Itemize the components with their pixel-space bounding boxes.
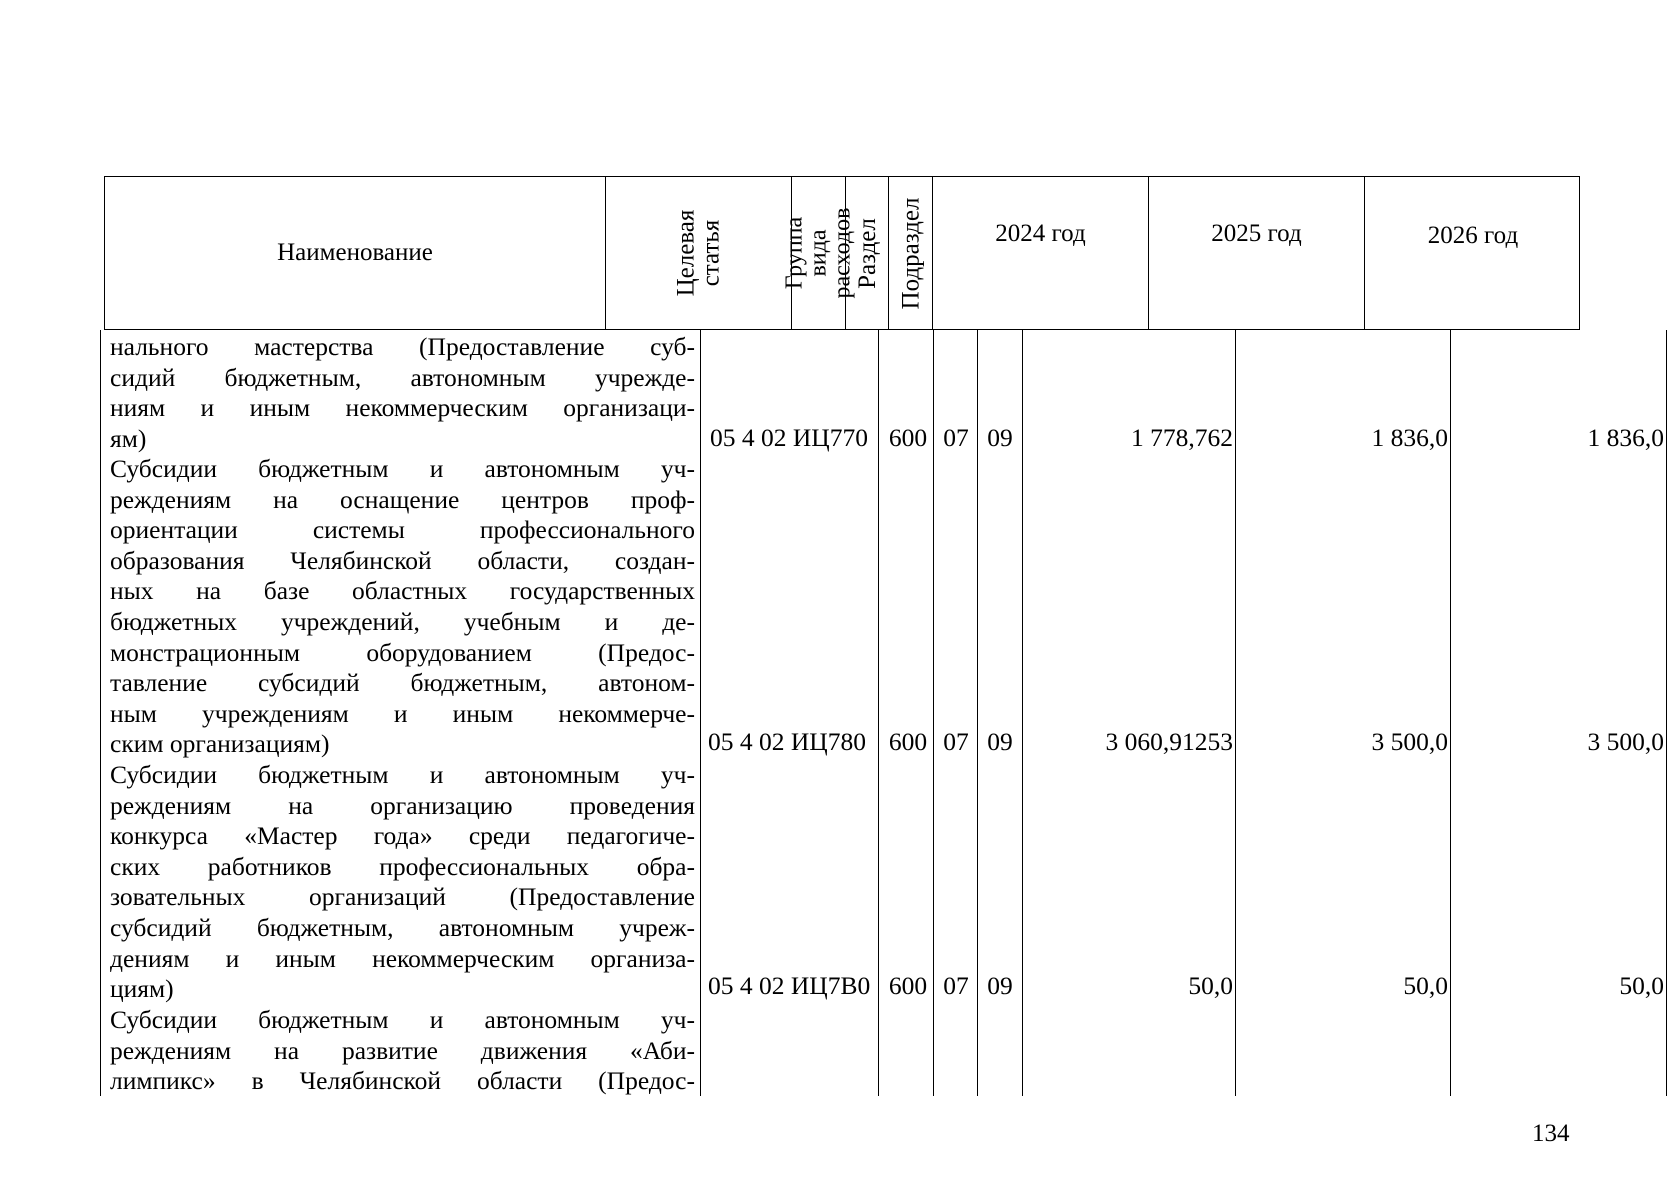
text-line: реждениям на организацию проведения [110, 790, 695, 820]
header-group-cell [781, 177, 856, 329]
amount-2026: 1 836,0 [1587, 423, 1664, 452]
text-line: нального мастерства (Предоставление суб- [110, 332, 695, 361]
header-group: Группа вида расходов [781, 207, 856, 299]
text-line: ных на базе областных государственных [110, 576, 695, 606]
text-line: тавление субсидий бюджетным, автоном- [110, 668, 695, 698]
group-code: 600 [888, 727, 928, 756]
text-line: образования Челябинской области, создан- [110, 545, 695, 575]
amount-2026: 3 500,0 [1587, 727, 1664, 756]
text-line: дениям и иным некоммерческим организа- [110, 943, 695, 973]
column-divider [1666, 330, 1667, 1096]
text-line: конкурса «Мастер года» среди педагогиче- [110, 821, 695, 851]
header-2024-cell [932, 177, 1148, 329]
header-2024: 2024 год [995, 220, 1086, 247]
header-section: Раздел [853, 217, 881, 289]
column-divider [100, 330, 101, 1096]
text-line: ниям и иным некоммерческим организаци- [110, 393, 695, 423]
text-line: ских работников профессиональных обра- [110, 851, 695, 881]
header-subsection-cell [888, 177, 932, 329]
column-divider [700, 330, 701, 1096]
text-line: Субсидии бюджетным и автономным уч- [110, 1005, 695, 1034]
target-code: 05 4 02 ИЦ7В0 [708, 971, 871, 1000]
text-line: реждениям на развитие движения «Аби- [110, 1035, 695, 1065]
table-row-name [110, 454, 695, 760]
header-section-cell [845, 177, 888, 329]
header-2025-cell [1148, 177, 1364, 329]
header-2025: 2025 год [1211, 220, 1302, 247]
amount-2024: 1 778,762 [1131, 423, 1233, 452]
section-code: 07 [943, 971, 969, 1000]
text-line: реждениям на оснащение центров проф- [110, 484, 695, 514]
amount-2025: 3 500,0 [1371, 727, 1448, 756]
amount-2024: 3 060,91253 [1105, 727, 1233, 756]
amount-2025: 1 836,0 [1371, 423, 1448, 452]
header-2026: 2026 год [1427, 222, 1519, 249]
page-number: 134 [1532, 1120, 1570, 1147]
amount-2025: 50,0 [1403, 971, 1448, 1000]
column-divider [878, 330, 879, 1096]
subsection-code: 09 [987, 423, 1013, 452]
header-name: Наименование [277, 238, 433, 266]
target-code: 05 4 02 ИЦ770 [710, 423, 868, 452]
header-subsection: Подраздел [897, 197, 924, 309]
text-line: сидий бюджетным, автономным учрежде- [110, 362, 695, 392]
section-code: 07 [943, 423, 969, 452]
header-name-cell [105, 177, 605, 329]
amount-2024: 50,0 [1188, 971, 1233, 1000]
text-line: монстрационным оборудованием (Предос- [110, 637, 695, 667]
table-row-name [110, 1005, 695, 1097]
text-line: ным учреждениям и иным некоммерче- [110, 698, 695, 728]
subsection-code: 09 [987, 971, 1013, 1000]
text-line: ориентации системы профессионального [110, 515, 695, 545]
text-line: субсидий бюджетным, автономным учреж- [110, 912, 695, 942]
header-target: Целевая статья [672, 209, 725, 297]
text-line: ям) [110, 423, 147, 453]
text-line: ским организациям) [110, 729, 330, 759]
table-header [104, 176, 1580, 330]
target-code: 05 4 02 ИЦ780 [708, 727, 866, 756]
table-row-name [110, 332, 695, 454]
subsection-code: 09 [987, 727, 1013, 756]
table-row-name [110, 760, 695, 1005]
header-target-cell [605, 177, 791, 329]
text-line: Субсидии бюджетным и автономным уч- [110, 760, 695, 789]
text-line: зовательных организаций (Предоставление [110, 882, 695, 912]
group-code: 600 [888, 971, 928, 1000]
section-code: 07 [943, 727, 969, 756]
text-line: бюджетных учреждений, учебным и де- [110, 606, 695, 636]
amount-2026: 50,0 [1619, 971, 1664, 1000]
text-line: Субсидии бюджетным и автономным уч- [110, 454, 695, 483]
text-line: лимпикс» в Челябинской области (Предос- [110, 1066, 695, 1096]
text-line: циям) [110, 974, 174, 1004]
header-2026-cell [1364, 177, 1581, 329]
table-body [100, 330, 1664, 1096]
group-code: 600 [888, 423, 928, 452]
